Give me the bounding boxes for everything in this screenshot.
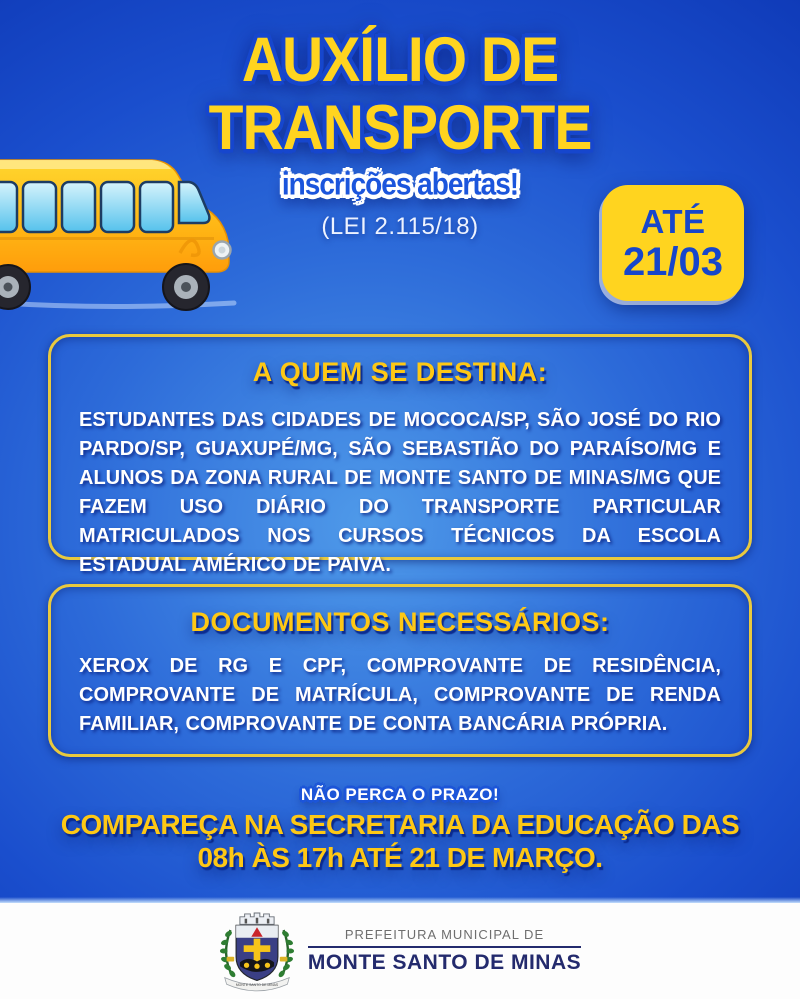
section-destina-body: ESTUDANTES DAS CIDADES DE MOCOCA/SP, SÃO JOSÉ DO RIO PARDO/SP, GUAXUPÉ/MG, SÃO SEBASTIÃO DO PARAÍSO/MG E ALUNOS DA ZONA RURAL DE MONTE SANTO DE MINAS/MG QUE FAZEM USO DIÁRIO DO TRANSPORTE PARTICULAR MATRICULADOS NOS CURSOS TÉCNICOS DA ESCOLA ESTADUAL AMÉRICO DE PAIVA. xyxy=(79,409,721,576)
org-name: MONTE SANTO DE MINAS xyxy=(307,951,582,974)
crest-banner-text: MONTE SANTO DE MINAS xyxy=(235,983,279,988)
org-divider xyxy=(308,946,581,948)
page-title xyxy=(0,26,800,162)
cta-line-1: COMPAREÇA NA SECRETARIA DA EDUCAÇÃO DAS xyxy=(60,809,740,840)
section-destina-box xyxy=(48,334,752,576)
cta-line-2: 08h ÀS 17h ATÉ 21 DE MARÇO. xyxy=(197,842,603,873)
call-to-action xyxy=(0,808,800,874)
crest-crown xyxy=(240,913,274,924)
urgency-note: NÃO PERCA O PRAZO! xyxy=(300,785,500,804)
law-reference: (LEI 2.115/18) xyxy=(321,213,479,240)
deadline-badge-date: 21/03 xyxy=(622,239,724,284)
organization-block xyxy=(308,927,581,975)
footer-bar xyxy=(0,903,800,999)
section-documentos-body: XEROX DE RG E CPF, COMPROVANTE DE RESIDÊNCIA, COMPROVANTE DE MATRÍCULA, COMPROVANTE DE RENDA FAMILIAR, COMPROVANTE DE CONTA BANCÁRIA PRÓPRIA. xyxy=(79,655,721,735)
deadline-badge xyxy=(602,185,744,301)
municipal-crest-icon xyxy=(219,909,295,993)
bus-headlight xyxy=(214,242,231,259)
section-destina-heading: A QUEM SE DESTINA: xyxy=(252,357,548,387)
section-documentos-heading: DOCUMENTOS NECESSÁRIOS: xyxy=(190,607,610,637)
section-documentos-box xyxy=(48,584,752,757)
title-line-2: TRANSPORTE xyxy=(208,93,592,164)
crest-shield xyxy=(226,925,287,980)
deadline-badge-label: ATÉ xyxy=(640,202,706,240)
title-line-1: AUXÍLIO DE xyxy=(241,24,559,96)
subtitle-inscricoes: inscrições abertas! xyxy=(281,166,519,202)
org-label: PREFEITURA MUNICIPAL DE xyxy=(344,927,545,942)
